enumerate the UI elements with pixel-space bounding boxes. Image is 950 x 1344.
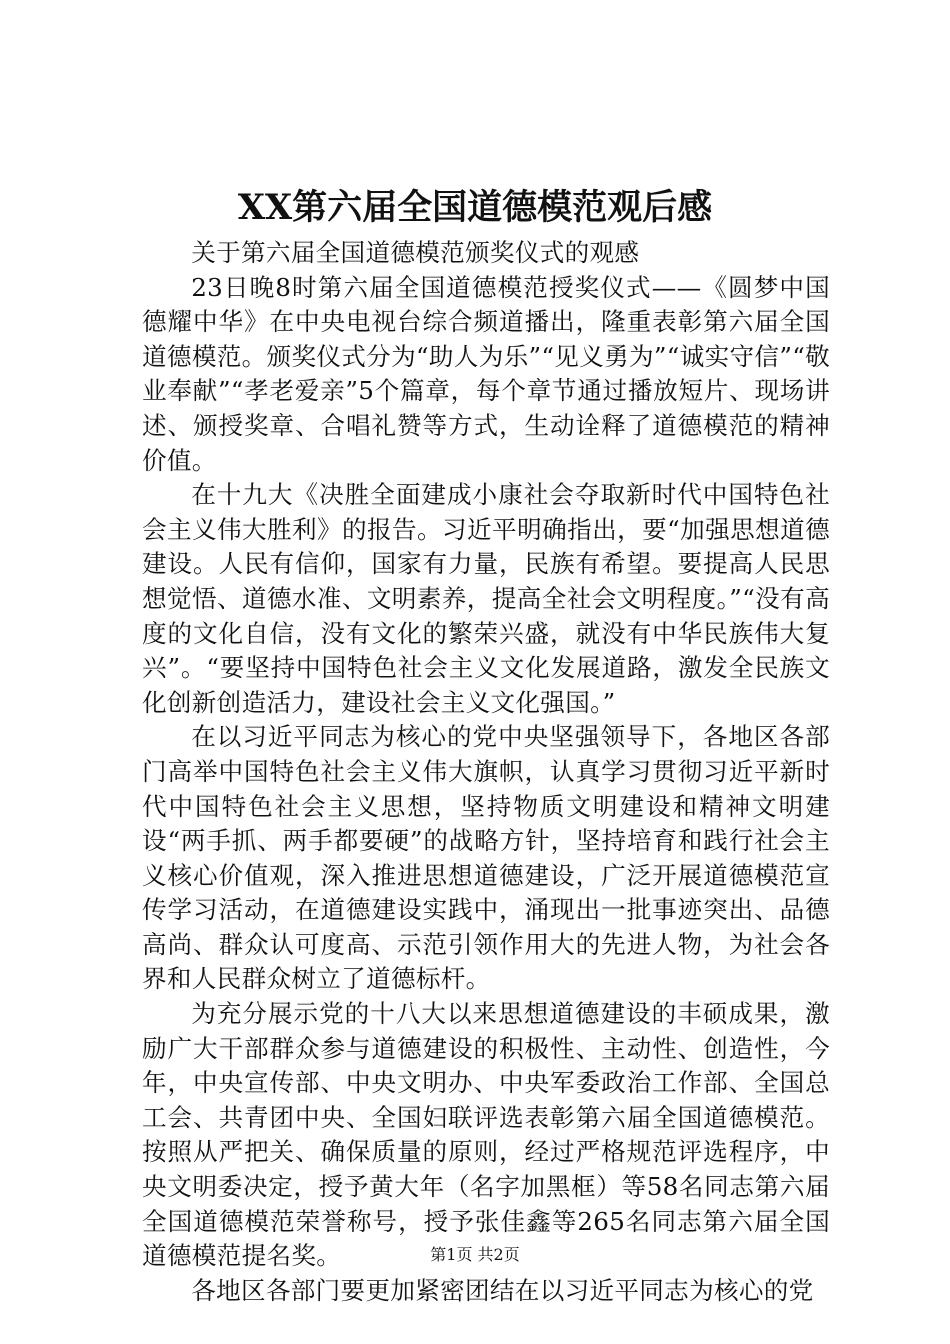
document-body [142,236,830,1308]
paragraph: 在十九大《决胜全面建成小康社会夺取新时代中国特色社会主义伟大胜利》的报告。习近平明确指出，要“加强思想道德建设。人民有信仰，国家有力量，民族有希望。要提高人民思想觉悟、道德水准、文明素养，提高全社会文明程度。”“没有高度的文化自信，没有文化的繁荣兴盛，就没有中华民族伟大复兴”。“要坚持中国特色社会主义文化发展道路，激发全民族文化创新创造活力，建设社会主义文化强国。” [142,480,830,717]
page-footer: 第1页 共2页 [430,1245,520,1264]
paragraph: 各地区各部门要更加紧密团结在以习近平同志为核心的党 [191,1275,814,1305]
paragraph: 在以习近平同志为核心的党中央坚强领导下，各地区各部门高举中国特色社会主义伟大旗帜，认真学习贯彻习近平新时代中国特色社会主义思想，坚持物质文明建设和精神文明建设“两手抓、两手都要硬”的战略方针，坚持培育和践行社会主义核心价值观，深入推进思想道德建设，广泛开展道德模范宣传学习活动，在道德建设实践中，涌现出一批事迹突出、品德高尚、群众认可度高、示范引领作用大的先进人物，为社会各界和人民群众树立了道德标杆。 [142,722,830,994]
paragraph-subtitle: 关于第六届全国道德模范颁奖仪式的观感 [191,238,640,267]
document-title: XX第六届全国道德模范观后感 [237,187,713,228]
paragraph: 为充分展示党的十八大以来思想道德建设的丰硕成果，激励广大干部群众参与道德建设的积极性、主动性、创造性，今年，中央宣传部、中央文明办、中央军委政治工作部、全国总工会、共青团中央、全国妇联评选表彰第六届全国道德模范。按照从严把关、确保质量的原则，经过严格规范评选程序，中央文明委决定，授予黄大年（名字加黑框）等58名同志第六届全国道德模范荣誉称号，授予张佳鑫等265名同志第六届全国道德模范提名奖。 [142,999,830,1271]
paragraph: 23日晚8时第六届全国道德模范授奖仪式——《圆梦中国德耀中华》在中央电视台综合频道播出，隆重表彰第六届全国道德模范。颁奖仪式分为“助人为乐”“见义勇为”“诚实守信”“敬业奉献”“孝老爱亲”5个篇章，每个章节通过播放短片、现场讲述、颁授奖章、合唱礼赞等方式，生动诠释了道德模范的精神价值。 [142,272,830,475]
